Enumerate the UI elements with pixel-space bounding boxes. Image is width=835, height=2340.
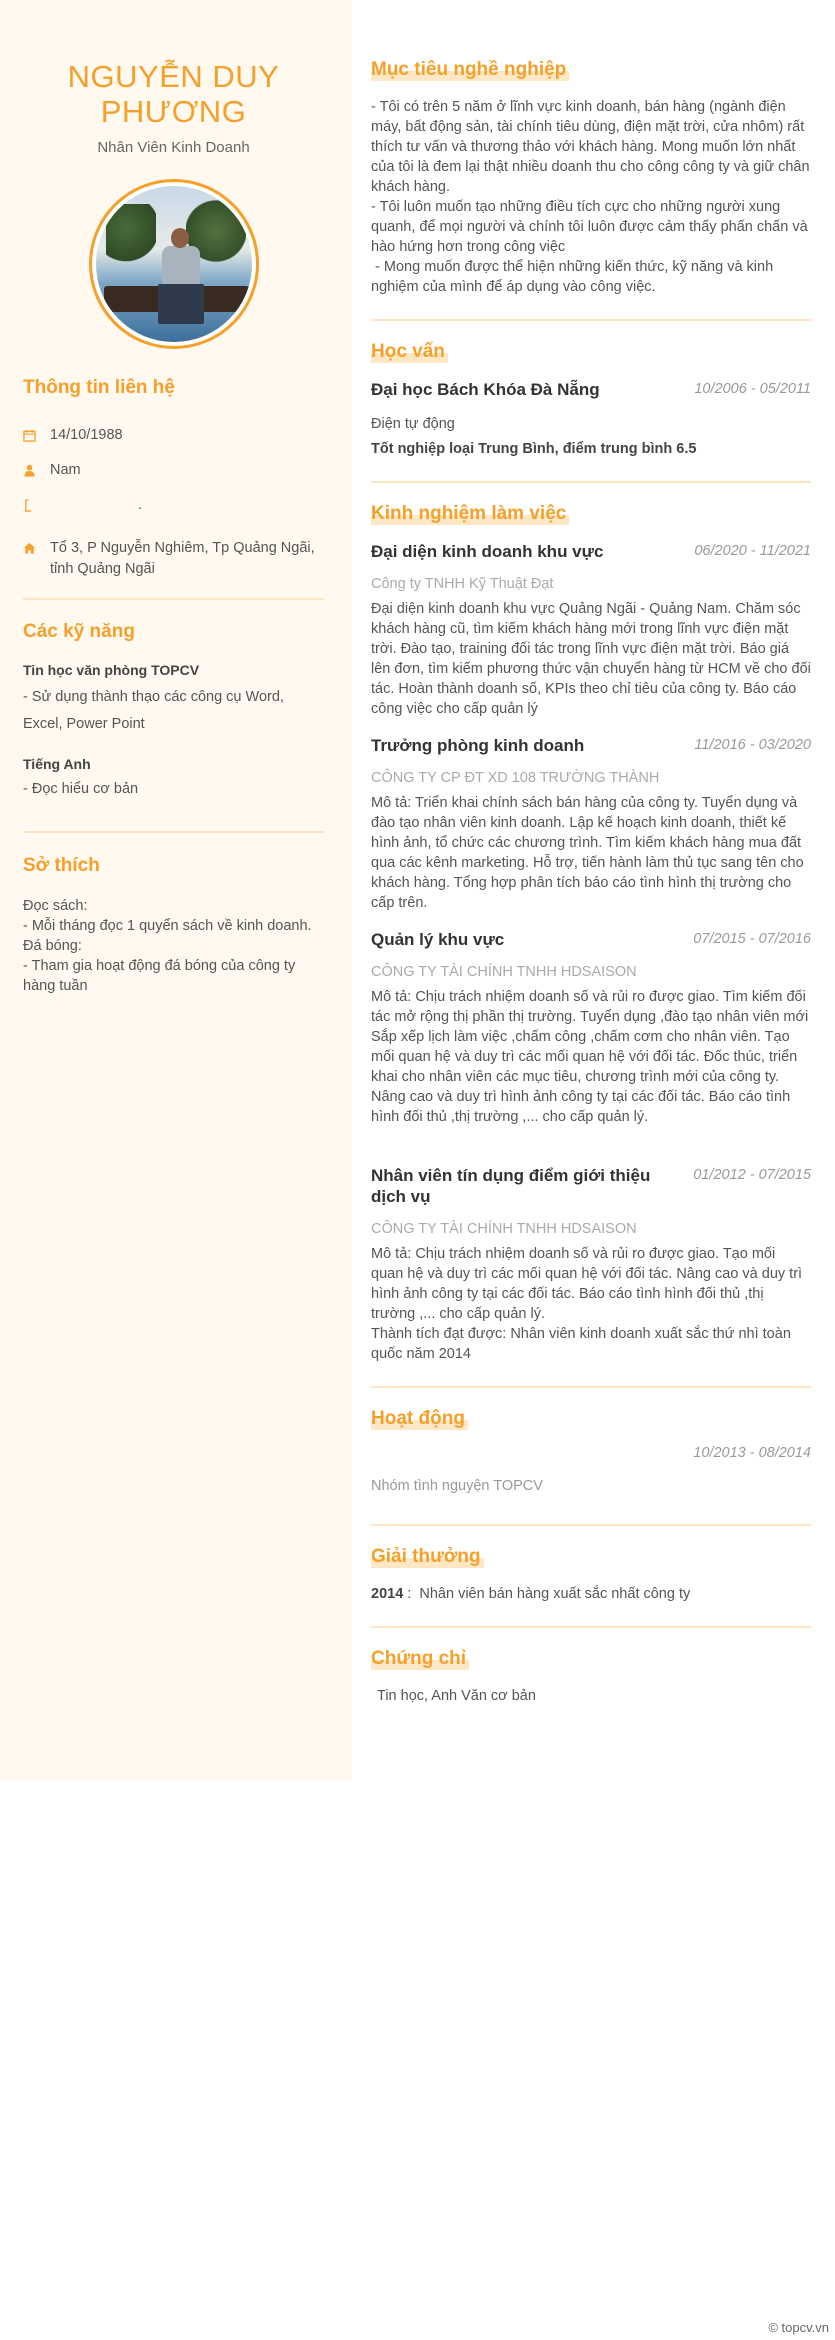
education-entry-head — [371, 379, 811, 400]
gender-value: Nam — [50, 462, 81, 478]
phone-value: . — [138, 497, 143, 513]
avatar-photo — [96, 186, 252, 342]
job-date: 07/2015 - 07/2016 — [693, 931, 811, 947]
certificates-section — [371, 1648, 811, 1706]
job-achievement-line: Thành tích đạt được: Nhân viên kinh doanh xuất sắc thứ nhì toàn quốc năm 2014 — [371, 1326, 791, 1362]
school-name: Đại học Bách Khóa Đà Nẵng — [371, 380, 600, 399]
hobby-line: Đọc sách: — [23, 898, 88, 914]
section-divider — [371, 1626, 811, 1628]
experience-section — [371, 503, 811, 1364]
phone-icon — [23, 495, 50, 512]
section-divider — [371, 1386, 811, 1388]
candidate-name: NGUYỄN DUY PHƯƠNG — [67, 59, 280, 129]
experience-item — [371, 541, 811, 719]
experience-item — [371, 735, 811, 913]
education-section — [371, 341, 811, 459]
hobby-line: - Mỗi tháng đọc 1 quyển sách về kinh doanh. — [23, 918, 312, 934]
section-divider — [371, 319, 811, 321]
job-description: Mô tả: Triển khai chính sách bán hàng của công ty. Tuyển dụng và đào tạo nhân viên kinh doanh. Lập kế hoạch kinh doanh, thiết kế hình ảnh, tổ chức các chương trình. Tìm kiếm khách hàng mua đất qua các kênh marketing. Hỗ trợ, tiến hành làm thủ tục sang tên cho khách hàng. Tổng hợp phân tích báo cáo tình hình thị trường cho cấp trên. — [371, 795, 804, 911]
activities-section-title: Hoạt động — [371, 1408, 468, 1430]
job-date: 11/2016 - 03/2020 — [694, 737, 811, 753]
job-title: Nhân viên tín dụng điểm giới thiệu dịch vụ — [371, 1166, 651, 1206]
contact-birthday — [23, 425, 324, 446]
skill-desc: - Đọc hiểu cơ bản — [23, 781, 139, 797]
certificates-section-title: Chứng chỉ — [371, 1648, 469, 1670]
job-date: 06/2020 - 11/2021 — [694, 543, 811, 559]
experience-item — [371, 1165, 811, 1364]
experience-head — [371, 1165, 811, 1207]
hobby-line: Đá bóng: — [23, 938, 82, 954]
certificate-desc: Tin học, Anh Văn cơ bản — [377, 1688, 536, 1704]
education-result: Tốt nghiệp loại Trung Bình, điểm trung bình 6.5 — [371, 441, 697, 457]
skill-name: Tin học văn phòng TOPCV — [23, 662, 200, 678]
activity-desc: Nhóm tình nguyện TOPCV — [371, 1478, 543, 1494]
education-section-title: Học vấn — [371, 341, 448, 363]
photo-person-legs — [158, 284, 204, 324]
activity-date: 10/2013 - 08/2014 — [693, 1445, 811, 1461]
job-date: 01/2012 - 07/2015 — [693, 1167, 811, 1183]
job-description — [371, 1244, 811, 1364]
photo-tree — [106, 204, 156, 264]
contact-phone — [23, 495, 324, 516]
job-description: Đại diện kinh doanh khu vực Quảng Ngãi - Quảng Nam. Chăm sóc khách hàng cũ, tìm kiếm khách hàng mới trong lĩnh vực điện mặt trời. Đào tạo, training đối tác trong lĩnh vực điện mặt trời. Báo giá lên đơn, tìm kiếm phương thức vận chuyển hàng từ HCM về cho đối tác. Hoàn thành doanh số, KPIs theo chỉ tiêu của công ty. Báo cáo công việc cho cấp quản lý — [371, 601, 811, 717]
company-name: CÔNG TY CP ĐT XD 108 TRƯỜNG THÀNH — [371, 770, 660, 786]
user-icon — [23, 460, 50, 477]
award-item — [371, 1584, 811, 1604]
hobbies-section-title: Sở thích — [23, 855, 100, 876]
contact-list — [23, 425, 324, 580]
activities-section — [371, 1408, 811, 1496]
job-description: Mô tả: Chịu trách nhiệm doanh số và rủi ro được giao. Tìm kiếm đối tác mở rộng thị phần thị trường. Tuyển dụng ,đào tạo nhân viên mới Sắp xếp lịch làm việc ,chấm công ,chấm cơm cho nhân viên. Tạo mối quan hệ và duy trì các mối quan hệ với đối tác. Đốc thúc, triển khai cho nhân viên các mục tiêu, chương trình mới của công ty. Nâng cao và duy trì hình ảnh công ty tại các đối tác. Báo cáo tình hình đối thủ ,thị trường ,... cho cấp quản lý. — [371, 989, 809, 1125]
skill-desc: - Sử dụng thành thạo các công cụ Word, Excel, Power Point — [23, 689, 284, 732]
experience-item — [371, 929, 811, 1127]
education-date: 10/2006 - 05/2011 — [694, 381, 811, 397]
award-separator: : — [407, 1586, 412, 1602]
company-name: CÔNG TY TÀI CHÍNH TNHH HDSAISON — [371, 1221, 637, 1237]
job-description-line: Mô tả: Chịu trách nhiệm doanh số và rủi ro được giao. Tạo mối quan hệ và duy trì các mối quan hệ với đối tác. Nâng cao và duy trì hình ảnh công ty tại các đối tác. Báo cáo tình hình đối thủ ,thị trường ,... cho cấp quản lý. — [371, 1246, 803, 1322]
experience-head — [371, 929, 811, 950]
company-name: Công ty TNHH Kỹ Thuật Đạt — [371, 576, 554, 592]
education-major: Điện tự động — [371, 416, 455, 432]
calendar-icon — [23, 425, 50, 442]
experience-head — [371, 735, 811, 756]
contact-gender — [23, 460, 324, 481]
sidebar — [0, 0, 352, 1780]
activity-date-row — [371, 1444, 811, 1462]
award-year: 2014 — [371, 1586, 404, 1602]
awards-section-title: Giải thưởng — [371, 1546, 484, 1568]
section-divider — [371, 1524, 811, 1526]
experience-head — [371, 541, 811, 562]
objective-line: - Tôi có trên 5 năm ở lĩnh vực kinh doanh, bán hàng (ngành điện máy, bất động sản, tài chính tiêu dùng, điện mặt trời, cửa nhôm) rất thích tư vấn và thương thảo với khách hàng. Mong muốn lớn nhất của tôi là đem lại thật nhiều doanh thu cho công công ty và giữ chân khách hàng. — [371, 99, 810, 195]
job-title: Quản lý khu vực — [371, 930, 505, 949]
main-column — [352, 0, 835, 1706]
skills-section-title: Các kỹ năng — [23, 621, 135, 642]
footer-credit: © topcv.vn — [768, 2320, 829, 2335]
photo-person — [162, 246, 200, 288]
objective-section-title: Mục tiêu nghề nghiệp — [371, 59, 569, 81]
hobby-line: - Tham gia hoạt động đá bóng của công ty hàng tuần — [23, 958, 296, 994]
skill-item — [23, 662, 324, 738]
objective-line: - Mong muốn được thể hiện những kiến thức, kỹ năng và kinh nghiệm của mình để áp dụng vào công việc. — [371, 259, 778, 295]
home-icon — [23, 538, 50, 555]
address-value: Tổ 3, P Nguyễn Nghiêm, Tp Quảng Ngãi, tỉnh Quảng Ngãi — [50, 540, 315, 577]
contact-address — [23, 538, 324, 580]
experience-section-title: Kinh nghiệm làm việc — [371, 503, 569, 525]
job-title: Trưởng phòng kinh doanh — [371, 736, 585, 755]
skill-name: Tiếng Anh — [23, 756, 91, 772]
objective-line: - Tôi luôn muốn tạo những điều tích cực cho những người xung quanh, để mọi người và chính tôi luôn được cảm thấy phấn chấn và hào hứng hơn trong công việc — [371, 199, 808, 255]
contact-section-title: Thông tin liên hệ — [23, 377, 175, 398]
hobbies-list — [23, 896, 324, 996]
section-divider — [371, 481, 811, 483]
objective-text — [371, 97, 811, 297]
candidate-position: Nhân Viên Kinh Doanh — [97, 139, 250, 156]
avatar — [89, 179, 259, 349]
job-title: Đại diện kinh doanh khu vực — [371, 542, 604, 561]
section-divider — [23, 598, 324, 600]
awards-section — [371, 1546, 811, 1604]
birthday-value: 14/10/1988 — [50, 427, 123, 443]
award-desc: Nhân viên bán hàng xuất sắc nhất công ty — [419, 1586, 691, 1602]
company-name: CÔNG TY TÀI CHÍNH TNHH HDSAISON — [371, 964, 637, 980]
photo-person-head — [171, 228, 189, 248]
section-divider — [23, 831, 324, 833]
skill-item — [23, 756, 324, 803]
